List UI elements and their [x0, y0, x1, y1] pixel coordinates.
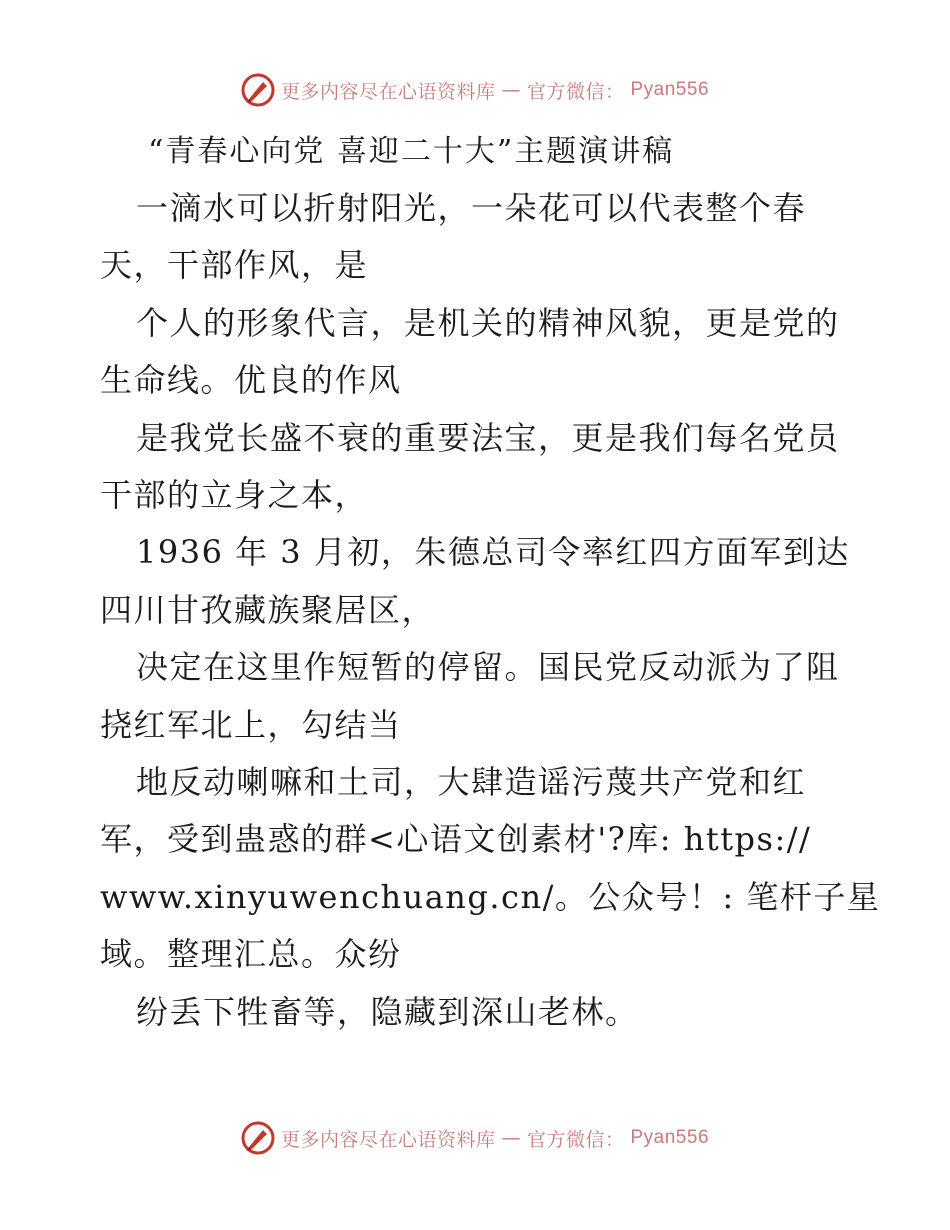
body-line: 一滴水可以折射阳光，一朵花可以代表整个春 [136, 189, 807, 227]
body-line: 域。整理汇总。众纷 [100, 935, 402, 974]
banner-official-label: 官方微信： [526, 1128, 625, 1151]
header-watermark-banner [0, 70, 950, 110]
body-line: 决定在这里作短暂的停留。国民党反动派为了阻 [136, 648, 840, 687]
body-line: www.xinyuwenchuang.cn/。公众号！: 笔杆子星 [100, 877, 881, 916]
body-line: 干部的立身之本， [100, 476, 369, 515]
body-line: 纷丢下牲畜等，隐藏到深山老林。 [136, 992, 639, 1031]
body-line: 军，受到蛊惑的群<心语文创素材'?库: https:// [100, 820, 812, 859]
banner-separator: — [501, 1127, 521, 1149]
pen-nib-logo-icon [241, 73, 275, 107]
body-line: 1936 年 3 月初，朱德总司令率红四方面军到达 [136, 533, 850, 572]
document-lines [100, 180, 881, 1041]
body-line: 生命线。优良的作风 [100, 361, 402, 400]
body-line: 挠红军北上，勾结当 [100, 705, 402, 744]
banner-separator: — [501, 79, 521, 101]
banner-text: 更多内容尽在心语资料库 [280, 1128, 496, 1151]
banner-wechat-handle: Pyan556 [630, 79, 710, 100]
document-title: “青春心向党 喜迎二十大”主题演讲稿 [148, 134, 675, 169]
banner-official-label: 官方微信： [526, 80, 625, 103]
body-line: 四川甘孜藏族聚居区， [100, 590, 436, 629]
banner-text: 更多内容尽在心语资料库 [280, 80, 496, 103]
body-line: 地反动喇嘛和土司，大肆造谣污蔑共产党和红 [136, 763, 807, 802]
banner-wechat-handle: Pyan556 [630, 1127, 710, 1148]
body-line: 是我党长盛不衰的重要法宝，更是我们每名党员 [136, 418, 840, 457]
pen-nib-logo-icon [241, 1121, 275, 1155]
document-body [100, 180, 881, 1041]
body-line: 个人的形象代言，是机关的精神风貌，更是党的 [136, 303, 840, 342]
body-line: 天，干部作风，是 [100, 246, 369, 285]
footer-watermark-banner [0, 1118, 950, 1158]
